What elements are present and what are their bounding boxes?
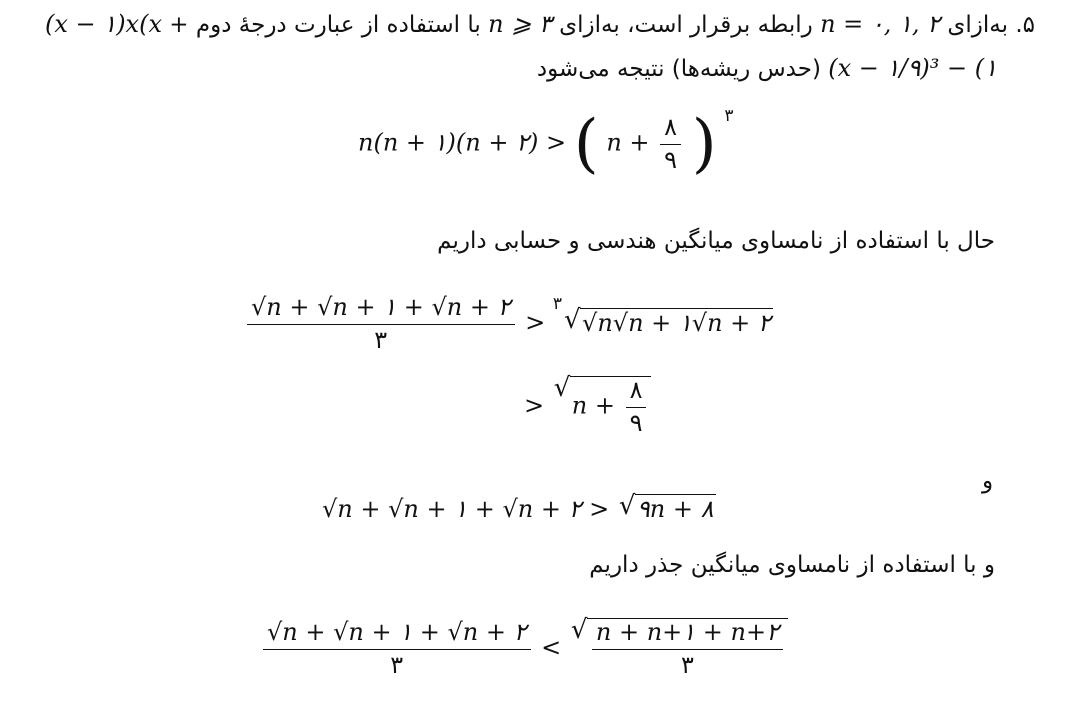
eq2-fraction bbox=[247, 294, 515, 354]
problem-line-2 bbox=[537, 54, 997, 82]
problem-text-c: با استفاده از عبارت درجهٔ دوم + bbox=[169, 12, 481, 38]
eq1-lhs: n(n + ۱)(n + ۲) > bbox=[358, 128, 567, 157]
eq3-fraction bbox=[626, 377, 647, 437]
eq3-sqrt bbox=[554, 376, 652, 437]
eq1-fraction bbox=[660, 114, 681, 174]
eq2-denominator: ۳ bbox=[374, 325, 388, 354]
problem-line2-math: (x − ۱/۹)³ − (۱ bbox=[828, 54, 997, 82]
eq1-frac-top: ۸ bbox=[660, 114, 681, 145]
eq1-frac-bot: ۹ bbox=[664, 145, 678, 174]
paragraph-rms: و با استفاده از نامساوی میانگین جذر داریم bbox=[589, 552, 995, 578]
eq5-fraction bbox=[263, 619, 531, 679]
eq3-rel: > bbox=[524, 391, 545, 420]
eq5-rel: < bbox=[541, 633, 562, 662]
eq2-rel: > bbox=[525, 308, 546, 337]
eq5-sqrt bbox=[571, 618, 788, 679]
eq3-frac-bot: ۹ bbox=[629, 408, 643, 437]
eq3-inner: n + bbox=[571, 391, 615, 420]
eq5-numerator: √n + √n + ۱ + √n + ۲ bbox=[263, 619, 531, 650]
problem-line2-text: (حدس ریشه‌ها) نتیجه می‌شود bbox=[536, 56, 821, 82]
eq5-rad-bot: ۳ bbox=[681, 650, 694, 679]
eq5-inner-fraction bbox=[592, 619, 783, 679]
equation-1 bbox=[358, 106, 734, 181]
eq2-root-index: ۳ bbox=[552, 294, 563, 314]
paragraph-am-gm: حال با استفاده از نامساوی میانگین هندسی و حسابی داریم bbox=[437, 228, 995, 254]
eq4-rhs: ۹n + ۸ bbox=[636, 495, 714, 523]
equation-4 bbox=[322, 494, 716, 523]
problem-text-b: رابطه برقرار است، به‌ازای bbox=[559, 12, 813, 38]
problem-text-a: به‌ازای bbox=[947, 12, 1009, 38]
eq5-rad-top: √ n + n+۱ + n+۲ bbox=[592, 619, 783, 650]
conjunction-and: و bbox=[982, 468, 994, 494]
eq1-right-paren: ) bbox=[691, 107, 717, 181]
eq1-inner: n + bbox=[606, 128, 650, 157]
problem-math-a: n = ۰, ۱, ۲ bbox=[820, 10, 941, 38]
eq2-radicand: √n√n + ۱√n + ۲ bbox=[582, 308, 771, 337]
eq2-cube-root bbox=[564, 308, 773, 337]
equation-5 bbox=[260, 618, 788, 679]
eq2-numerator: √n + √n + ۱ + √n + ۲ bbox=[247, 294, 515, 325]
eq4-lhs: √n + √n + ۱ + √n + ۲ > bbox=[322, 495, 610, 523]
eq1-left-paren: ( bbox=[573, 107, 599, 181]
eq3-frac-top: ۸ bbox=[626, 377, 647, 408]
equation-3 bbox=[524, 376, 651, 437]
equation-2 bbox=[244, 294, 773, 354]
problem-line-1 bbox=[45, 10, 1035, 38]
problem-math-c: (x − ۱)x(x bbox=[45, 10, 162, 38]
eq1-power: ۳ bbox=[724, 106, 734, 126]
problem-number: ۵. bbox=[1015, 12, 1035, 38]
eq4-sqrt bbox=[619, 494, 716, 523]
eq5-denominator: ۳ bbox=[390, 650, 404, 679]
problem-math-b: n ⩾ ۳ bbox=[488, 10, 552, 38]
